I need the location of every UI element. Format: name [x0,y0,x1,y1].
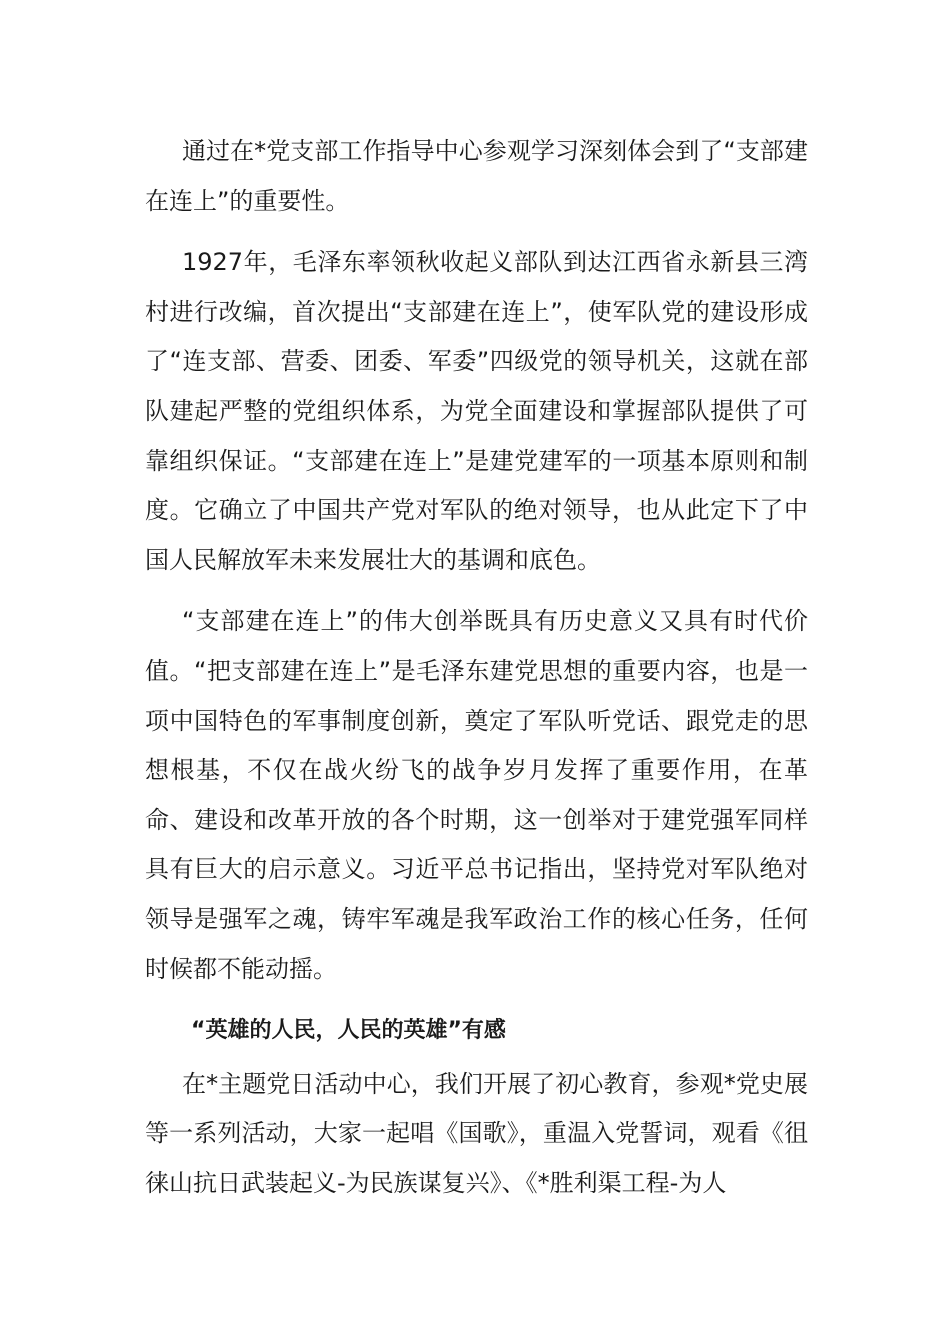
section-heading: “英雄的人民，人民的英雄”有感 [191,1018,506,1044]
paragraph-significance: “支部建在连上”的伟大创举既具有历史意义又具有时代价值。“把支部建在连上”是毛泽东建党思想的重要内容，也是一项中国特色的军事制度创新，奠定了军队听党话、跟党走的思想根基，不仅在战火纷飞的战争岁月发挥了重要作用，在革命、建设和改革开放的各个时期，这一创举对于建党强军同样具有巨大的启示意义。习近平总书记指出，坚持党对军队绝对领导是强军之魂，铸牢军魂是我军政治工作的核心任务，任何时候都不能动摇。 [145,607,808,983]
paragraph-history: 1927年，毛泽东率领秋收起义部队到达江西省永新县三湾村进行改编，首次提出“支部建在连上”，使军队党的建设形成了“连支部、营委、团委、军委”四级党的领导机关，这就在部队建起严整的党组织体系，为党全面建设和掌握部队提供了可靠组织保证。“支部建在连上”是建党建军的一项基本原则和制度。它确立了中国共产党对军队的绝对领导，也从此定下了中国人民解放军未来发展壮大的基调和底色。 [145,248,808,574]
document-page [145,127,808,1208]
paragraph-activities: 在*主题党日活动中心，我们开展了初心教育，参观*党史展等一系列活动，大家一起唱《国歌》，重温入党誓词，观看《徂徕山抗日武装起义-为民族谋复兴》、《*胜利渠工程-为人 [145,1069,808,1197]
paragraph-intro: 通过在*党支部工作指导中心参观学习深刻体会到了“支部建在连上”的重要性。 [145,137,808,215]
